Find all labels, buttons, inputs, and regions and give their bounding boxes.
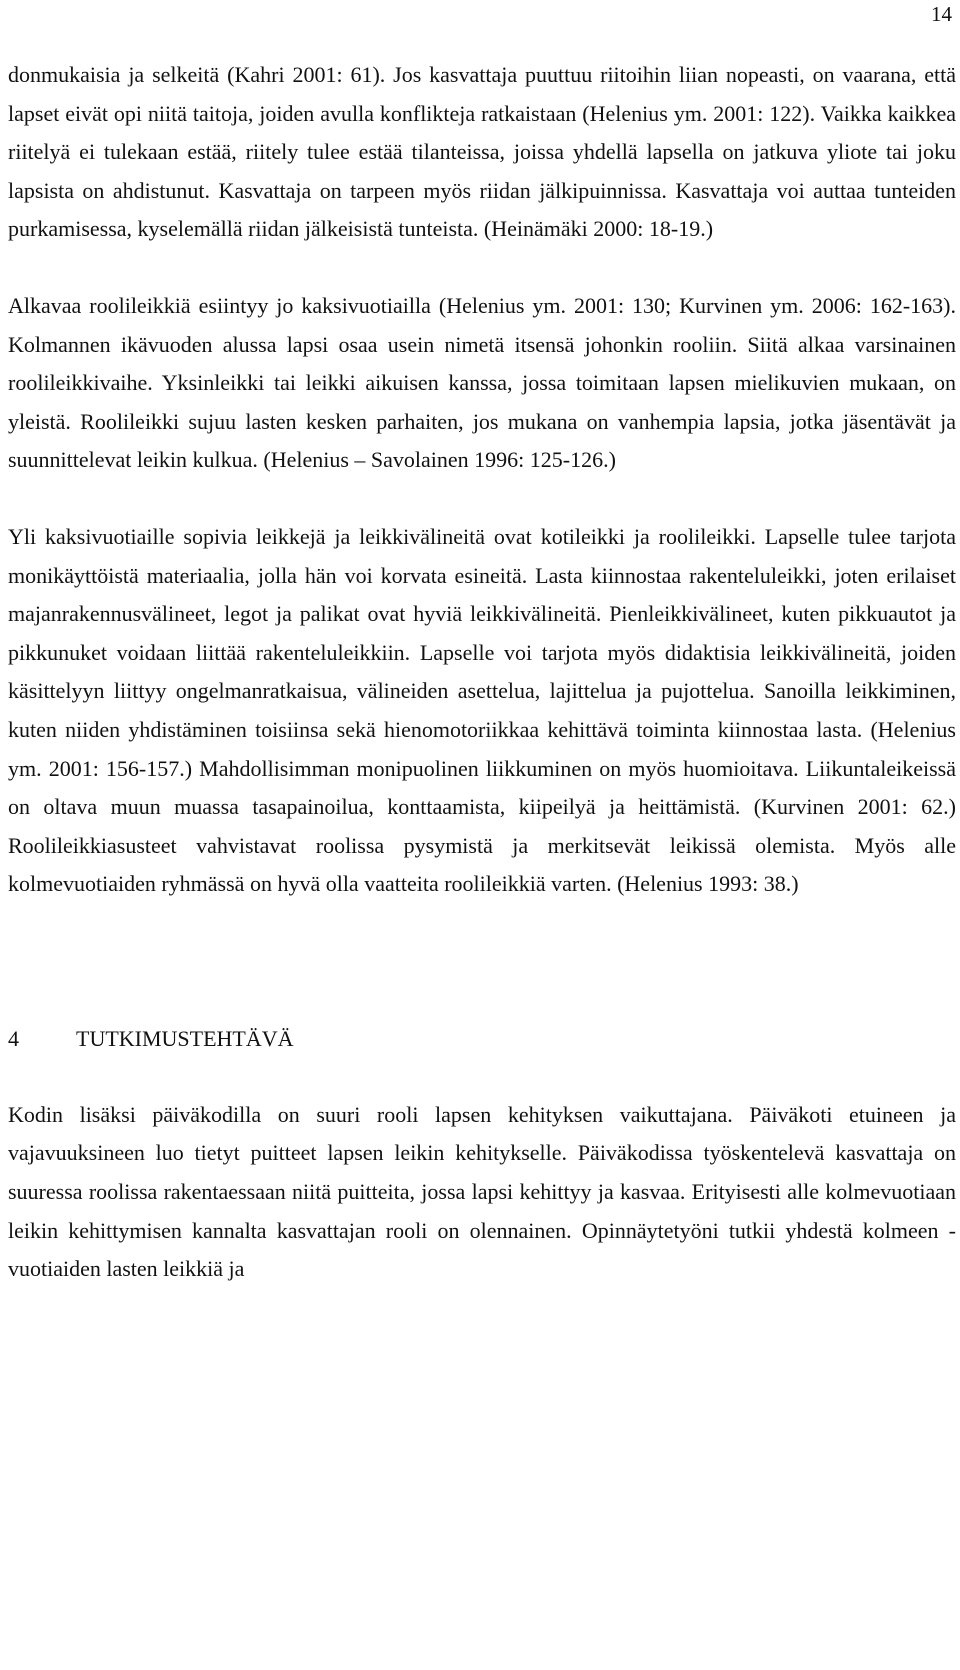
section-title: TUTKIMUSTEHTÄVÄ [76,1025,294,1051]
section-heading [8,1020,956,1058]
paragraph-spacer [8,480,956,518]
document-body [8,56,956,1289]
paragraph-spacer [8,249,956,287]
paragraph-role-play: Alkavaa roolileikkiä esiintyy jo kaksivuotiailla (Helenius ym. 2001: 130; Kurvinen ym. 2006: 162-163). Kolmannen ikävuoden alussa lapsi osaa usein nimetä itsensä johonkin rooliin. Siitä alkaa varsinainen roolileikkivaihe. Yksinleikki tai leikki aikuisen kanssa, jossa toimitaan lapsen mielikuvien mukaan, on yleistä. Roolileikki sujuu lasten kesken parhaiten, jos mukana on vanhempia lapsia, jotka jäsentävät ja suunnittelevat leikin kulkua. (Helenius – Savolainen 1996: 125-126.) [8,292,956,473]
heading-spacer [8,1058,956,1096]
section-spacer [8,904,956,1020]
paragraph-conflicts: donmukaisia ja selkeitä (Kahri 2001: 61). Jos kasvattaja puuttuu riitoihin liian nopeasti, on vaarana, että lapset eivät opi niitä taitoja, joiden avulla konflikteja ratkaistaan (Helenius ym. 2001: 122). Vaikka kaikkea riitelyä ei tulekaan estää, riitely tulee estää tilanteissa, joissa yhdellä lapsella on jatkuva yliote tai joku lapsista on ahdistunut. Kasvattaja on tarpeen myös riidan jälkipuinnissa. Kasvattaja voi auttaa tunteiden purkamisessa, kyselemällä riidan jälkeisistä tunteista. (Heinämäki 2000: 18-19.) [8,62,956,242]
page-number: 14 [931,2,952,26]
paragraph-research-task: Kodin lisäksi päiväkodilla on suuri rooli lapsen kehityksen vaikuttajana. Päiväkoti etuineen ja vajavuuksineen luo tietyt puitteet lapsen leikin kehitykselle. Päiväkodissa työskentelevä kasvattaja on suuressa roolissa rakentaessaan niitä puitteita, jossa lapsi kehittyy ja kasvaa. Erityisesti alle kolmevuotiaan leikin kehittymisen kannalta kasvattajan rooli on olennainen. Opinnäytetyöni tutkii yhdestä kolmeen -vuotiaiden lasten leikkiä ja [8,1101,956,1282]
paragraph-play-equipment: Yli kaksivuotiaille sopivia leikkejä ja leikkivälineitä ovat kotileikki ja roolileikki. Lapselle tulee tarjota monikäyttöistä materiaalia, jolla hän voi korvata esineitä. Lasta kiinnostaa rakenteluleikki, joten erilaiset majanrakennusvälineet, legot ja palikat ovat hyviä leikkivälineitä. Pienleikkivälineet, kuten pikkuautot ja pikkunuket voidaan liittää rakenteluleikkiin. Lapselle voi tarjota myös didaktisia leikkivälineitä, joiden käsittelyyn liittyy ongelmanratkaisua, välineiden asettelua, lajittelua ja pujottelua. Sanoilla leikkiminen, kuten niiden yhdistäminen toisiinsa sekä hienomotoriikkaa kehittävä toiminta kiinnostaa lasta. (Helenius ym. 2001: 156-157.) Mahdollisimman monipuolinen liikkuminen on myös huomioitava. Liikuntaleikeissä on oltava muun muassa tasapainoilua, konttaamista, kiipeilyä ja heittämistä. (Kurvinen 2001: 62.) Roolileikkiasusteet vahvistavat roolissa pysymistä ja merkitsevät leikissä olemista. Myös alle kolmevuotiaiden ryhmässä on hyvä olla vaatteita roolileikkiä varten. (Helenius 1993: 38.) [8,523,956,897]
section-number: 4 [8,1025,19,1051]
